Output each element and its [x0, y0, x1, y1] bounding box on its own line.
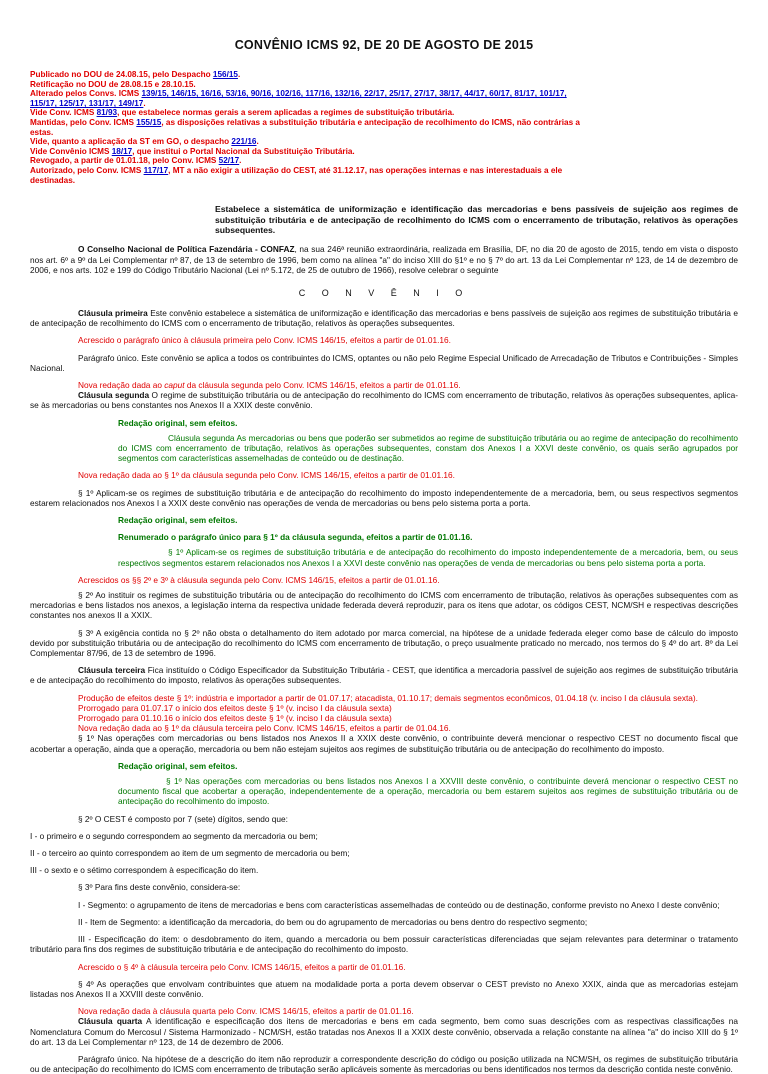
clause-first [30, 308, 738, 328]
history-text: destinadas. [30, 175, 76, 185]
history-text: , as disposições relativas a substituição tributária e antecipação de recolhimento do ICMS, não contrárias a [161, 117, 580, 127]
clause-fourth [30, 1016, 738, 1047]
history-text: Vide Convênio ICMS [30, 146, 112, 156]
clause-text: Este convênio estabelece a sistemática de uniformização e identificação das mercadorias e bens passíveis de sujeição aos regimes de substituição tributária e de antecipação de recolhimento do ICMS com o encerramento de tributação, relativos às operações subsequentes. [30, 307, 738, 329]
clause-text: A identificação e especificação dos itens de mercadorias e bens em cada segmento, bem como suas descrições com as respectivas classificações na Nomenclatura Comum do Mercosul / Sistema Harmonizado - NCM/SH, estão tratadas nos Anexos II a XXIX deste convênio, observada a relação constante na alínea "a" do inciso XIII do § 1º do art. 13 da Lei Complementar nº 123, de 14 de dezembro de 2006. [30, 1016, 738, 1047]
amendment-note: Prorrogado para 01.07.17 o início dos efeitos deste § 1º (v. inciso I da cláusula sexta) [78, 702, 392, 713]
history-text: . [237, 70, 241, 79]
history-text: Mantidas, pelo Conv. ICMS [30, 117, 137, 127]
amendment-note: Nova redação dada ao § 1º da cláusula segunda pelo Conv. ICMS 146/15, efeitos a partir de 01.01.16. [78, 470, 455, 481]
ementa: Estabelece a sistemática de uniformização e identificação das mercadorias e bens passíveis de sujeição aos regimes de substituição tributária e de antecipação de recolhimento do ICMS com o encerramento de tributação, relativos às operações subsequentes. [215, 204, 738, 235]
clause-label: Cláusula segunda [78, 390, 150, 401]
list-item: I - o primeiro e o segundo correspondem ao segmento da mercadoria ou bem; [30, 830, 318, 841]
history-text: , que estabelece normas gerais a serem aplicadas a regimes de substituição tributária. [117, 108, 455, 118]
amendment-note: Nova redação dada à cláusula quarta pelo Conv. ICMS 146/15, efeitos a partir de 01.01.16. [78, 1006, 414, 1017]
link-conv-155-15[interactable]: 155/15 [136, 117, 162, 127]
amendment-history [30, 70, 738, 185]
page-title: CONVÊNIO ICMS 92, DE 20 DE AGOSTO DE 2015 [234, 38, 534, 52]
history-text: Vide, quanto a aplicação da ST em GO, o despacho [30, 137, 232, 147]
history-text: , MT a não exigir a utilização do CEST, até 31.12.17, nas operações internas e nas interestaduais a ele [168, 165, 563, 175]
link-amending-convenios[interactable]: 139/15, 146/15, 16/16, 53/16, 90/16, 102/16, 117/16, 132/16, 22/17, 25/17, 27/17, 38/17, 44/17, 60/17, 81/17, 101/17, [141, 89, 567, 99]
link-conv-81-93[interactable]: 81/93 [96, 108, 118, 118]
preamble-subject: O Conselho Nacional de Política Fazendária - CONFAZ [78, 244, 295, 255]
clause-label: Cláusula primeira [78, 307, 148, 318]
history-text: Publicado no DOU de 24.08.15, pelo Despacho [30, 70, 213, 79]
clause-third-paragraph-4: § 4º As operações que envolvam contribuintes que atuem na modalidade porta a porta devem observar o CEST previsto no Anexo XXIX, ainda que as mercadorias estejam listadas nos Anexos II a XXVIII deste convênio. [30, 978, 738, 999]
definition-item: I - Segmento: o agrupamento de itens de mercadorias e bens com características assemelhadas de conteúdo ou de destinação, conforme previsto no Anexo I deste convênio; [78, 899, 720, 910]
history-text: Alterado pelos Convs. ICMS [30, 89, 142, 99]
history-text: Revogado, a partir de 01.01.18, pelo Conv. ICMS [30, 156, 219, 166]
definition-item: II - Item de Segmento: a identificação da mercadoria, do bem ou do agrupamento de mercadorias ou bens dentro do respectivo segmento; [78, 916, 588, 927]
preamble [30, 244, 738, 275]
link-conv-117-17[interactable]: 117/17 [143, 165, 169, 175]
original-wording-label: Redação original, sem efeitos. [118, 515, 238, 525]
amendment-note: Acrescido o parágrafo único à cláusula primeira pelo Conv. ICMS 146/15, efeitos a partir de 01.01.16. [78, 335, 451, 346]
clause-second-paragraph-2: § 2º Ao instituir os regimes de substituição tributária ou de antecipação do recolhimento do ICMS com encerramento de tributação, relativos às operações subsequentes com as mercadorias e bens listados nos anexos, a legislação interna da respectiva unidade federada deverá reproduzir, para os itens que adotar, os códigos CEST, NCM/SH e respectivas descrições constantes nos anexos II a XXIX. [30, 590, 738, 621]
list-item: II - o terceiro ao quinto correspondem ao item de um segmento de mercadoria ou bem; [30, 848, 350, 859]
original-wording-text: Cláusula segunda As mercadorias ou bens que poderão ser submetidos ao regime de substituição tributária ou ao regime de antecipação do recolhimento do ICMS com encerramento de tributação, relativos às operações subsequentes, constam dos Anexos I a XXVI deste convênio, os quais serão agrupados por segmentos com características assemelhadas de conteúdo ou de destinação. [118, 432, 738, 464]
list-item: III - o sexto e o sétimo correspondem à especificação do item. [30, 865, 259, 876]
history-text: . [239, 156, 242, 166]
amendment-note: Prorrogado para 01.10.16 o início dos efeitos deste § 1º (v. inciso I da cláusula sexta) [78, 713, 392, 724]
definition-item: III - Especificação do item: o desdobramento do item, quando a mercadoria ou bem possuir características diferenciadas que sejam relevantes para determinar o tratamento tributário para fins dos regimes de substituição tributária e de antecipação do recolhimento do imposto. [30, 934, 738, 955]
clause-first-sole-paragraph: Parágrafo único. Este convênio se aplica a todos os contribuintes do ICMS, optantes ou não pelo Regime Especial Unificado de Arrecadação de Tributos e Contribuições - Simples Nacional. [30, 352, 738, 373]
clause-text: Fica instituído o Código Especificador da Substituição Tributária - CEST, que identifica a mercadoria passível de sujeição aos regimes de substituição tributária e de antecipação do recolhimento do imposto, relativos às operações subsequentes. [30, 665, 738, 686]
original-wording-text: § 1º Aplicam-se os regimes de substituição tributária e de antecipação do recolhimento do imposto independentemente de a mercadoria, bem, ou seus respectivos segmentos estarem relacionados nos Anexos I a XXVI deste convênio nas operações de venda de mercadorias ou bens pelo sistema porta a porta. [118, 547, 738, 568]
link-despacho-156-15[interactable]: 156/15 [212, 70, 238, 79]
clause-third-paragraph-2: § 2º O CEST é composto por 7 (sete) dígitos, sendo que: [78, 813, 288, 824]
link-conv-52-17[interactable]: 52/17 [218, 156, 240, 166]
history-text: . [256, 137, 259, 147]
original-wording-text: § 1º Nas operações com mercadorias ou bens listados nos Anexos I a XXVIII deste convênio, o contribuinte deverá mencionar o respectivo CEST no documento fiscal que acobertar a operação, independentemente de a operação, mercadoria ou bem estarem sujeitos aos regimes de substituição tributária ou de antecipação do recolhimento do imposto. [118, 776, 738, 807]
amendment-note: Produção de efeitos deste § 1º: indústria e importador a partir de 01.07.17; atacadista, 01.10.17; demais segmentos econômicos, 01.04.18 (v. inciso I da cláusula sexta). [78, 692, 698, 703]
clause-text: O regime de substituição tributária ou de antecipação do recolhimento do ICMS com encerramento de tributação, relativos às operações subsequentes, aplica-se às mercadorias ou bens constantes nos Anexos II a XXIX deste convênio. [30, 390, 738, 411]
convenio-heading: C O N V Ê N I O [298, 287, 470, 298]
link-conv-18-17[interactable]: 18/17 [111, 146, 133, 156]
original-wording-label: Redação original, sem efeitos. [118, 760, 238, 771]
note-text: Nova redação dada ao [78, 379, 165, 390]
amendment-note: Nova redação dada ao § 1º da cláusula terceira pelo Conv. ICMS 146/15, efeitos a partir de 01.04.16. [78, 723, 451, 734]
history-text: Retificação no DOU de 28.08.15 e 28.10.15. [30, 79, 196, 89]
clause-label: Cláusula terceira [78, 665, 146, 676]
clause-second-paragraph-1: § 1º Aplicam-se os regimes de substituição tributária e de antecipação do recolhimento do imposto independentemente de a mercadoria, bem, ou seus respectivos segmentos estarem relacionados nos Anexos I a XXIX deste convênio nas operações de venda de mercadorias ou bens pelo sistema porta a porta. [30, 487, 738, 508]
renumbering-note: Renumerado o parágrafo único para § 1º da cláusula segunda, efeitos a partir de 01.01.16. [118, 532, 473, 543]
original-wording-label: Redação original, sem efeitos. [118, 417, 238, 428]
amendment-note: Acrescidos os §§ 2º e 3º à cláusula segunda pelo Conv. ICMS 146/15, efeitos a partir de 01.01.16. [78, 574, 440, 585]
clause-label: Cláusula quarta [78, 1016, 143, 1027]
history-text: Autorizado, pelo Conv. ICMS [30, 165, 144, 175]
note-text: da cláusula segunda pelo Conv. ICMS 146/15, efeitos a partir de 01.01.16. [184, 379, 461, 390]
clause-fourth-sole-paragraph: Parágrafo único. Na hipótese de a descrição do item não reproduzir a correspondente descrição do código ou posição utilizada na NCM/SH, os regimes de substituição tributária ou de antecipação do recolhimento do ICMS com encerramento de tributação serão aplicáveis somente às mercadorias ou bens identificados nos termos da descrição contida neste convênio. [30, 1053, 738, 1074]
clause-second [30, 390, 738, 410]
history-text: . [143, 98, 146, 108]
note-text-italic: caput [164, 379, 185, 390]
clause-third-paragraph-3: § 3º Para fins deste convênio, considera-se: [78, 882, 241, 893]
clause-third-paragraph-1: § 1º Nas operações com mercadorias ou bens listados nos Anexos II a XXIX deste convênio, o contribuinte deverá mencionar o respectivo CEST no documento fiscal que acobertar a operação, ainda que a operação, mercadoria ou bem não estejam sujeitos aos regimes de substituição tributária ou de antecipação do recolhimento do imposto. [30, 733, 738, 754]
preamble-text: , na sua 246ª reunião extraordinária, realizada em Brasília, DF, no dia 20 de agosto de 2015, tendo em vista o disposto nos art. 6º a 9º da Lei Complementar nº 87, de 13 de setembro de 1996, bem como na alínea "a" do inciso XIII do §1º e no § 7º do art. 13 da Lei Complementar nº 123, de 14 de dezembro de 2006, e nos arts. 102 e 199 do Código Tributário Nacional (Lei nº 5.172, de 25 de outubro de 1966), resolve celebrar o seguinte [30, 244, 738, 275]
amendment-note [78, 380, 738, 390]
history-text: , que institui o Portal Nacional da Substituição Tributária. [132, 146, 355, 156]
link-despacho-221-16[interactable]: 221/16 [231, 137, 257, 147]
amendment-note: Acrescido o § 4º à cláusula terceira pelo Conv. ICMS 146/15, efeitos a partir de 01.01.16. [78, 961, 406, 972]
history-text: Vide Conv. ICMS [30, 108, 97, 118]
link-amending-convenios-2017[interactable]: 115/17, 125/17, 131/17, 149/17 [30, 98, 144, 108]
clause-second-paragraph-3: § 3º A exigência contida no § 2º não obsta o detalhamento do item adotado por marca comercial, na hipótese de a unidade federada eleger como base de cálculo do imposto devido por substituição tributária ou de antecipação do recolhimento do ICMS com encerramento de tributação, o preço usualmente praticado no mercado, nos termos do § 4º do art. 8º da Lei Complementar 87/96, de 13 de setembro de 1996. [30, 627, 738, 659]
clause-third [30, 665, 738, 685]
history-text: estas. [30, 127, 54, 137]
